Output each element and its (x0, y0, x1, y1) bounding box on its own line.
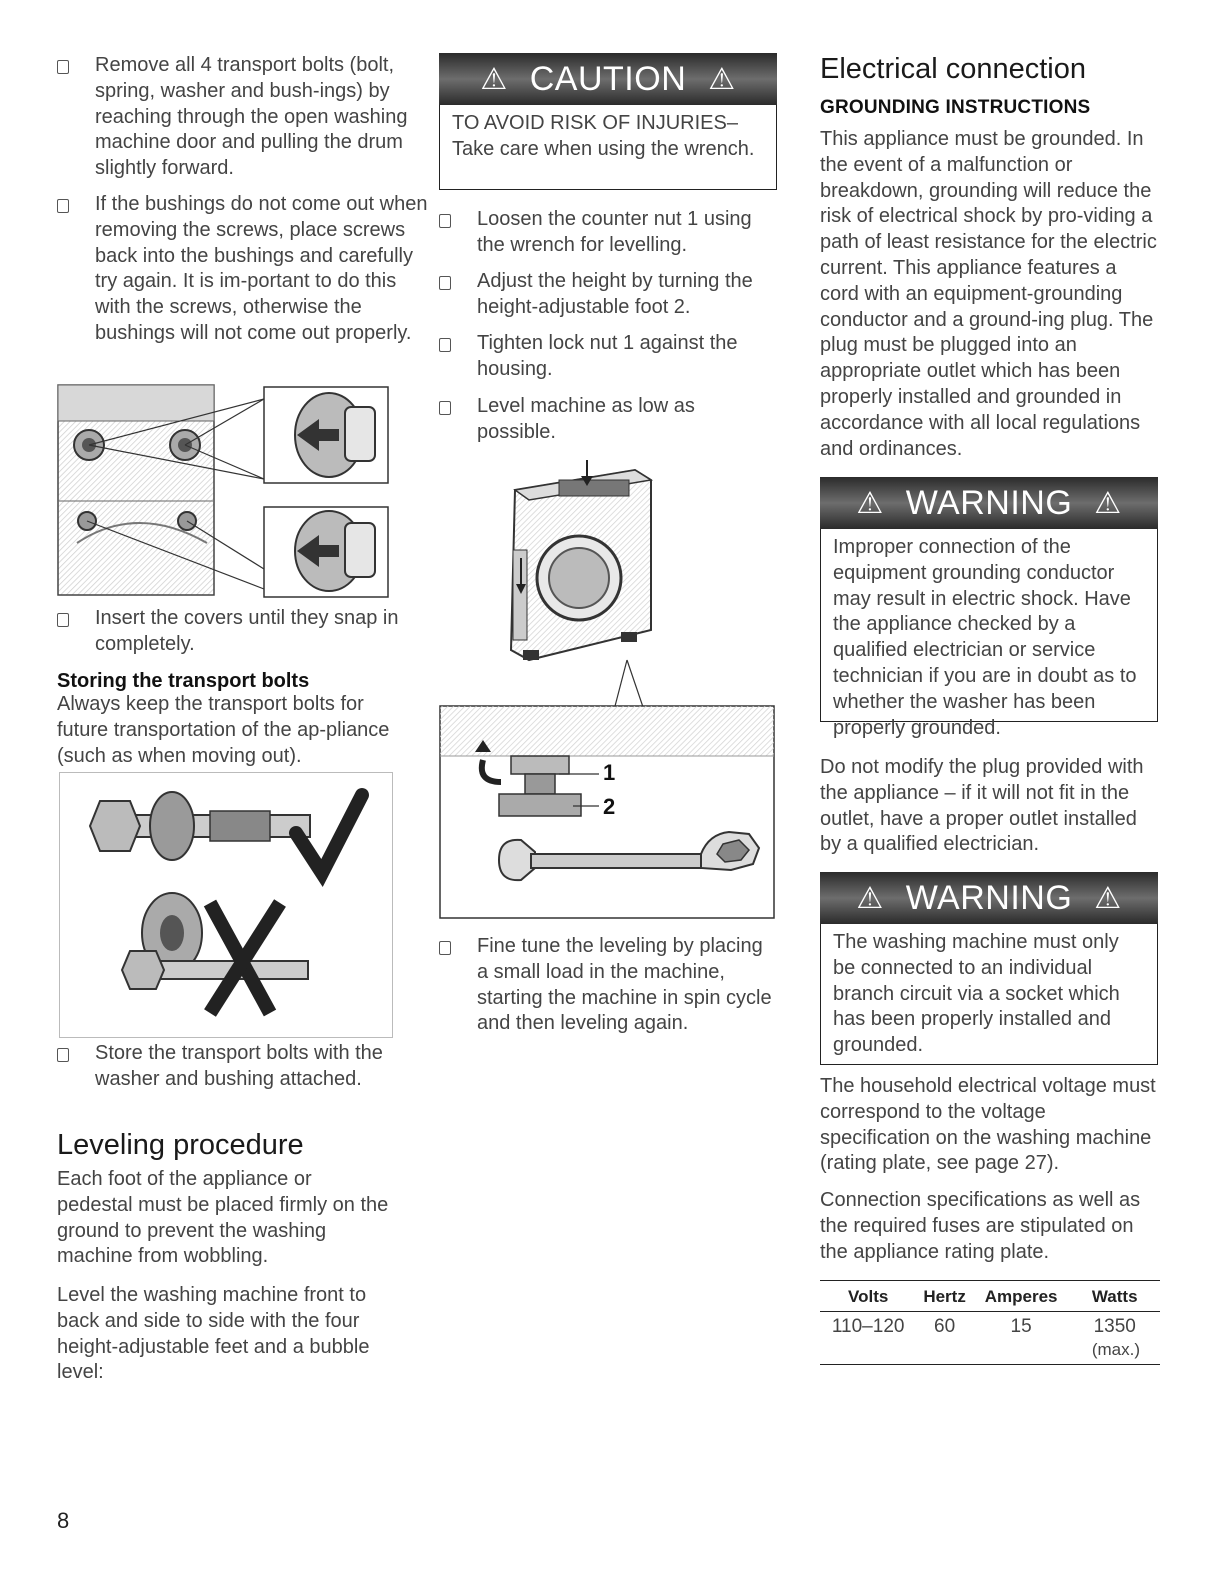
table-cell: 15 (1010, 1316, 1032, 1337)
column-header: Hertz (916, 1281, 972, 1312)
list-item (439, 331, 777, 383)
table-cell: 110–120 (831, 1316, 905, 1337)
table-cell: 1350 (1093, 1316, 1136, 1337)
table-row (820, 1312, 1160, 1339)
bullet-text: Store the transport bolts with the washer and bushing attached. (95, 1042, 383, 1090)
leveling-paragraph-2: Level the washing machine front to back and side to side with the four height-adjustable feet and a bubble level: (57, 1284, 370, 1384)
warning-title-1: WARNING (905, 483, 1073, 522)
list-item (57, 53, 417, 182)
bullet-text: Insert the covers until they snap in completely. (95, 607, 399, 655)
checkbox-square-icon (439, 338, 451, 352)
list-item (439, 934, 777, 1037)
checkbox-square-icon (439, 401, 451, 415)
warning-text-2: The washing machine must only be connected to an individual branch circuit via a socket which has been properly installed and grounded. (820, 924, 1158, 1065)
warning-triangle-icon: ⚠ (1094, 881, 1122, 915)
checkbox-square-icon (439, 214, 451, 228)
list-item (439, 207, 777, 259)
warning-triangle-icon: ⚠ (856, 486, 884, 520)
checkbox-square-icon (57, 199, 69, 213)
column-header: Volts (820, 1281, 916, 1312)
fuses-paragraph: Connection specifications as well as the required fuses are stipulated on the appliance rating plate. (820, 1189, 1141, 1263)
list-item (439, 269, 777, 321)
warning-box-1 (820, 477, 1158, 739)
list-item (57, 1041, 429, 1093)
column-header: Watts (1069, 1281, 1160, 1312)
stored-bolts-illustration (59, 772, 393, 1038)
counter-nut-label: 1 (603, 760, 616, 785)
leveling-paragraph-1: Each foot of the appliance or pedestal must be placed firmly on the ground to prevent the washing machine from wobbling. (57, 1168, 389, 1268)
checkbox-square-icon (439, 276, 451, 290)
leveling-foot-illustration (439, 460, 775, 920)
plug-paragraph: Do not modify the plug provided with the appliance – if it will not fit in the outlet, have a proper outlet installed by a qualified electrician. (820, 756, 1144, 856)
bullet-text: Loosen the counter nut 1 using the wrench for levelling. (477, 208, 752, 256)
grounding-subheading: GROUNDING INSTRUCTIONS (820, 97, 1091, 118)
caution-header (439, 53, 777, 105)
electrical-heading: Electrical connection (820, 53, 1086, 85)
grounding-paragraph: This appliance must be grounded. In the event of a malfunction or breakdown, grounding will reduce the risk of electrical shock by pro-viding a path of least resistance for the electric current. This appliance features a cord with an equipment-grounding conductor and a ground-ing plug. The plug must be plugged into an appropriate outlet which has been properly installed and grounded in accordance with all local regulations and ordinances. (820, 128, 1157, 460)
checkbox-square-icon (57, 1048, 69, 1062)
page-number: 8 (57, 1508, 70, 1533)
warning-triangle-icon: ⚠ (856, 881, 884, 915)
caution-title: CAUTION (529, 59, 687, 98)
table-note: (max.) (1069, 1338, 1160, 1365)
bullet-text: If the bushings do not come out when removing the screws, place screws back into the bushings and carefully try again. It is im-portant to do this with the screws, otherwise the bushings will not come out properly. (95, 193, 428, 344)
bullet-text: Level machine as low as possible. (477, 395, 695, 443)
transport-bolt-removal-illustration (57, 383, 391, 599)
bullet-text: Tighten lock nut 1 against the housing. (477, 332, 738, 380)
storing-text: Always keep the transport bolts for future transportation of the ap-pliance (such as when moving out). (57, 693, 390, 767)
bullet-text: Fine tune the leveling by placing a small load in the machine, starting the machine in spin cycle and then leveling again. (477, 935, 772, 1035)
checkbox-square-icon (57, 613, 69, 627)
table-header-row (820, 1281, 1160, 1312)
voltage-paragraph: The household electrical voltage must correspond to the voltage specification on the washing machine (rating plate, see page 27). (820, 1075, 1156, 1175)
checkbox-square-icon (439, 941, 451, 955)
warning-text-1: Improper connection of the equipment grounding conductor may result in electric shock. Have the appliance checked by a qualified electrician or service technician if you are in doubt as to whether the washer has been properly grounded. (820, 529, 1158, 722)
warning-triangle-icon: ⚠ (480, 62, 508, 96)
table-cell: 60 (934, 1316, 956, 1337)
adjustable-foot-label: 2 (603, 794, 616, 819)
bullet-text: Remove all 4 transport bolts (bolt, spring, washer and bush-ings) by reaching through the open washing machine door and pulling the drum slightly forward. (95, 54, 408, 180)
warning-title-2: WARNING (905, 878, 1073, 917)
caution-text: TO AVOID RISK OF INJURIES– Take care when using the wrench. (439, 105, 777, 190)
warning-triangle-icon: ⚠ (708, 62, 736, 96)
caution-box (439, 53, 777, 190)
column-header: Amperes (973, 1281, 1070, 1312)
warning-triangle-icon: ⚠ (1094, 486, 1122, 520)
bullet-text: Adjust the height by turning the height-adjustable foot 2. (477, 270, 753, 318)
list-item (57, 192, 429, 347)
table-row (820, 1338, 1160, 1365)
warning-header-2 (820, 872, 1158, 924)
warning-box-2 (820, 872, 1158, 1065)
warning-header-1 (820, 477, 1158, 529)
storing-heading: Storing the transport bolts (57, 670, 310, 692)
leveling-heading: Leveling procedure (57, 1129, 304, 1161)
list-item (57, 606, 429, 658)
list-item (439, 394, 777, 446)
checkbox-square-icon (57, 60, 69, 74)
electrical-spec-table (820, 1280, 1160, 1365)
